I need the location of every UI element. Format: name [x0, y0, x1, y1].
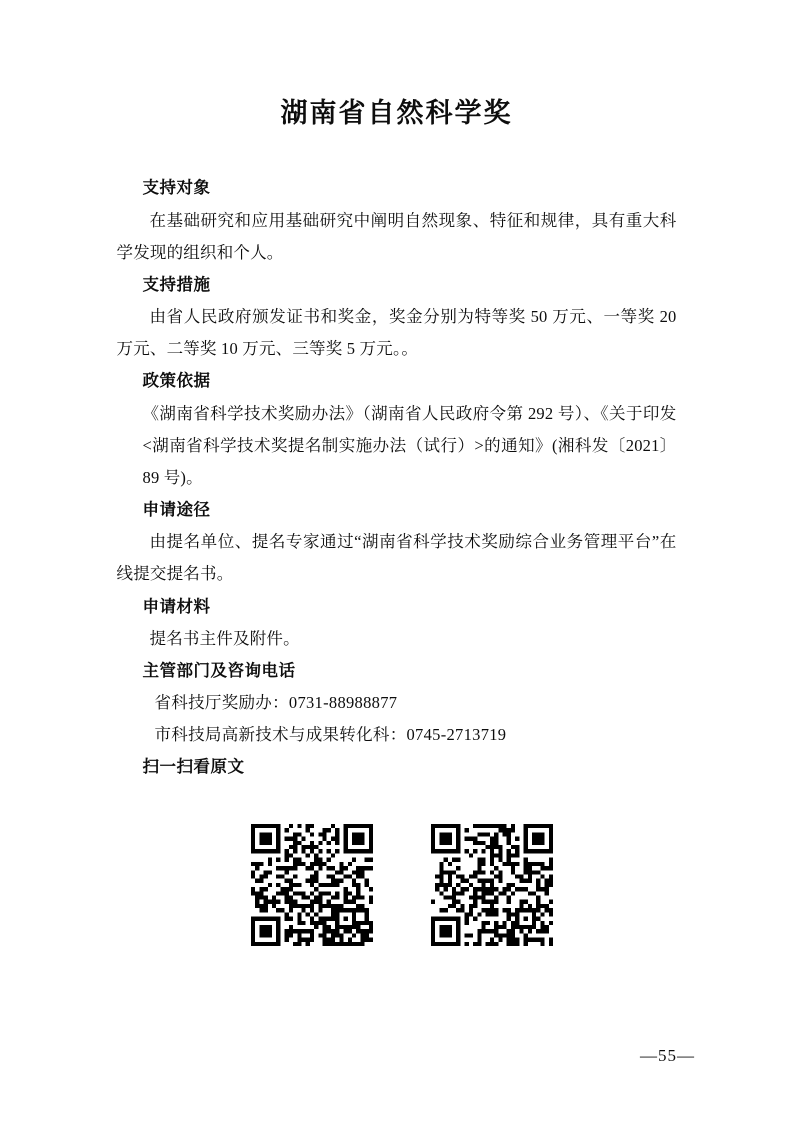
- section-contact: [117, 655, 677, 752]
- section-heading: 申请材料: [142, 596, 211, 616]
- section-paragraph: 由提名单位、提名专家通过“湖南省科学技术奖励综合业务管理平台”在线提交提名书。: [116, 532, 677, 584]
- section-paragraph: 在基础研究和应用基础研究中阐明自然现象、特征和规律，具有重大科学发现的组织和个人。: [116, 210, 677, 262]
- section-application-materials: [117, 591, 677, 655]
- contact-line-municipal: 市科技局高新技术与成果转化科：0745-2713719: [154, 725, 507, 745]
- qr-code-right[interactable]: [431, 824, 553, 946]
- section-support-target: [117, 172, 677, 269]
- section-paragraph: 提名书主件及附件。: [149, 628, 300, 648]
- page-number: —55—: [640, 1046, 695, 1065]
- section-application-channel: [117, 494, 677, 591]
- section-heading: 主管部门及咨询电话: [142, 660, 296, 680]
- section-heading: 支持措施: [142, 274, 211, 294]
- document-body: [117, 130, 677, 945]
- page-title: 湖南省自然科学奖: [280, 98, 513, 129]
- contact-line-provincial: 省科技厅奖励办：0731-88988877: [154, 693, 398, 713]
- section-scan-original: [117, 751, 677, 783]
- section-support-measures: [117, 269, 677, 366]
- qr-code-row: [117, 824, 677, 946]
- section-policy-basis: [117, 365, 677, 494]
- section-heading: 支持对象: [142, 178, 211, 198]
- section-paragraph: 由省人民政府颁发证书和奖金，奖金分别为特等奖 50 万元、一等奖 20 万元、二等奖 10 万元、三等奖 5 万元。。: [116, 307, 677, 359]
- section-heading: 申请途径: [142, 500, 211, 520]
- section-heading: 政策依据: [142, 371, 211, 391]
- section-heading: 扫一扫看原文: [142, 757, 245, 777]
- section-paragraph: 《湖南省科学技术奖励办法》（湖南省人民政府令第 292 号）、《关于印发<湖南省科学技术奖提名制实施办法（试行）>的通知》(湘科发〔2021〕89 号)。: [142, 403, 677, 487]
- qr-code-left[interactable]: [251, 824, 373, 946]
